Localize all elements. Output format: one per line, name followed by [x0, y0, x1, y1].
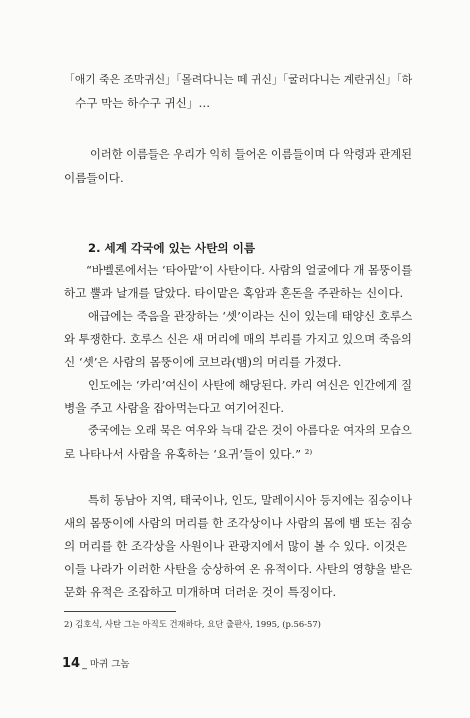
quote-line: 인도에는 ‘카리’여신이 사탄에 해당된다. 카리 여신은 인간에게 질 [88, 378, 413, 392]
section-heading: 2. 세계 각국에 있는 사탄의 이름 [88, 241, 256, 255]
quote-line: 신 ‘셋’은 사람의 몸뚱이에 코브라(뱀)의 머리를 가졌다. [64, 355, 342, 369]
quote-line: 하고 뿔과 날개를 달았다. 타이맡은 혹암과 혼돈을 주관하는 신이다. [64, 286, 404, 300]
quote-line: 와 투쟁한다. 호루스 신은 새 머리에 매의 부리를 가지고 있으며 죽음의 [64, 332, 412, 346]
page-number: 14 [62, 656, 81, 671]
quote-line: 병을 주고 사람을 잡아먹는다고 여기어진다. [64, 401, 285, 415]
quote-line: “바벨론에서는 ‘타아맡’이 사탄이다. 사람의 얼굴에다 개 몸뚱이를 [86, 263, 413, 277]
footnote-divider [64, 611, 176, 612]
quote-line: 중국에는 오래 묵은 여우와 늑대 같은 것이 아름다운 여자의 모습으 [88, 424, 412, 437]
paragraph-line: 의 머리를 한 조각상을 사원이나 관광지에서 많이 볼 수 있다. 이것은 [64, 539, 407, 553]
footnote: 2) 김호식, 사탄 그는 아직도 건재하다, 요단 출판사, 1995, (p.56-57) [64, 619, 321, 629]
paragraph-line: 특히 동남아 지역, 태국이나, 인도, 말레이시아 등지에는 짐승이나 [88, 493, 413, 507]
paragraph-line: 이러한 이름들은 우리가 익히 들어온 이름들이며 다 악령과 관계된 [90, 148, 413, 161]
page-footer [62, 652, 130, 671]
paragraph-line: 문화 유적은 조잡하고 미개하며 더러운 것이 특징이다. [64, 585, 337, 599]
paragraph-line: 「애기 죽은 조막귀신」「몰려다니는 떼 귀신」「굴러다니는 계란귀신」「하 [64, 73, 413, 86]
paragraph-line: 이들 나라가 이러한 사탄을 숭상하여 온 유적이다. 사탄의 영향을 받은 [64, 562, 413, 576]
paragraph-line: 이름들이다. [64, 171, 124, 185]
running-title: _ 마귀 그놈 [82, 659, 130, 670]
paragraph-line: 새의 몸뚱이에 사람의 머리를 한 조각상이나 사람의 몸에 뱀 또는 짐승 [64, 516, 413, 530]
quote-line: 애급에는 죽음을 관장하는 ‘셋’이라는 신이 있는데 태양신 호루스 [88, 309, 413, 323]
quote-line: 로 나타나서 사람을 유혹하는 ‘요귀’들이 있다.” ²⁾ [64, 447, 313, 461]
paragraph-line: 수구 막는 하수구 귀신」… [75, 96, 211, 110]
